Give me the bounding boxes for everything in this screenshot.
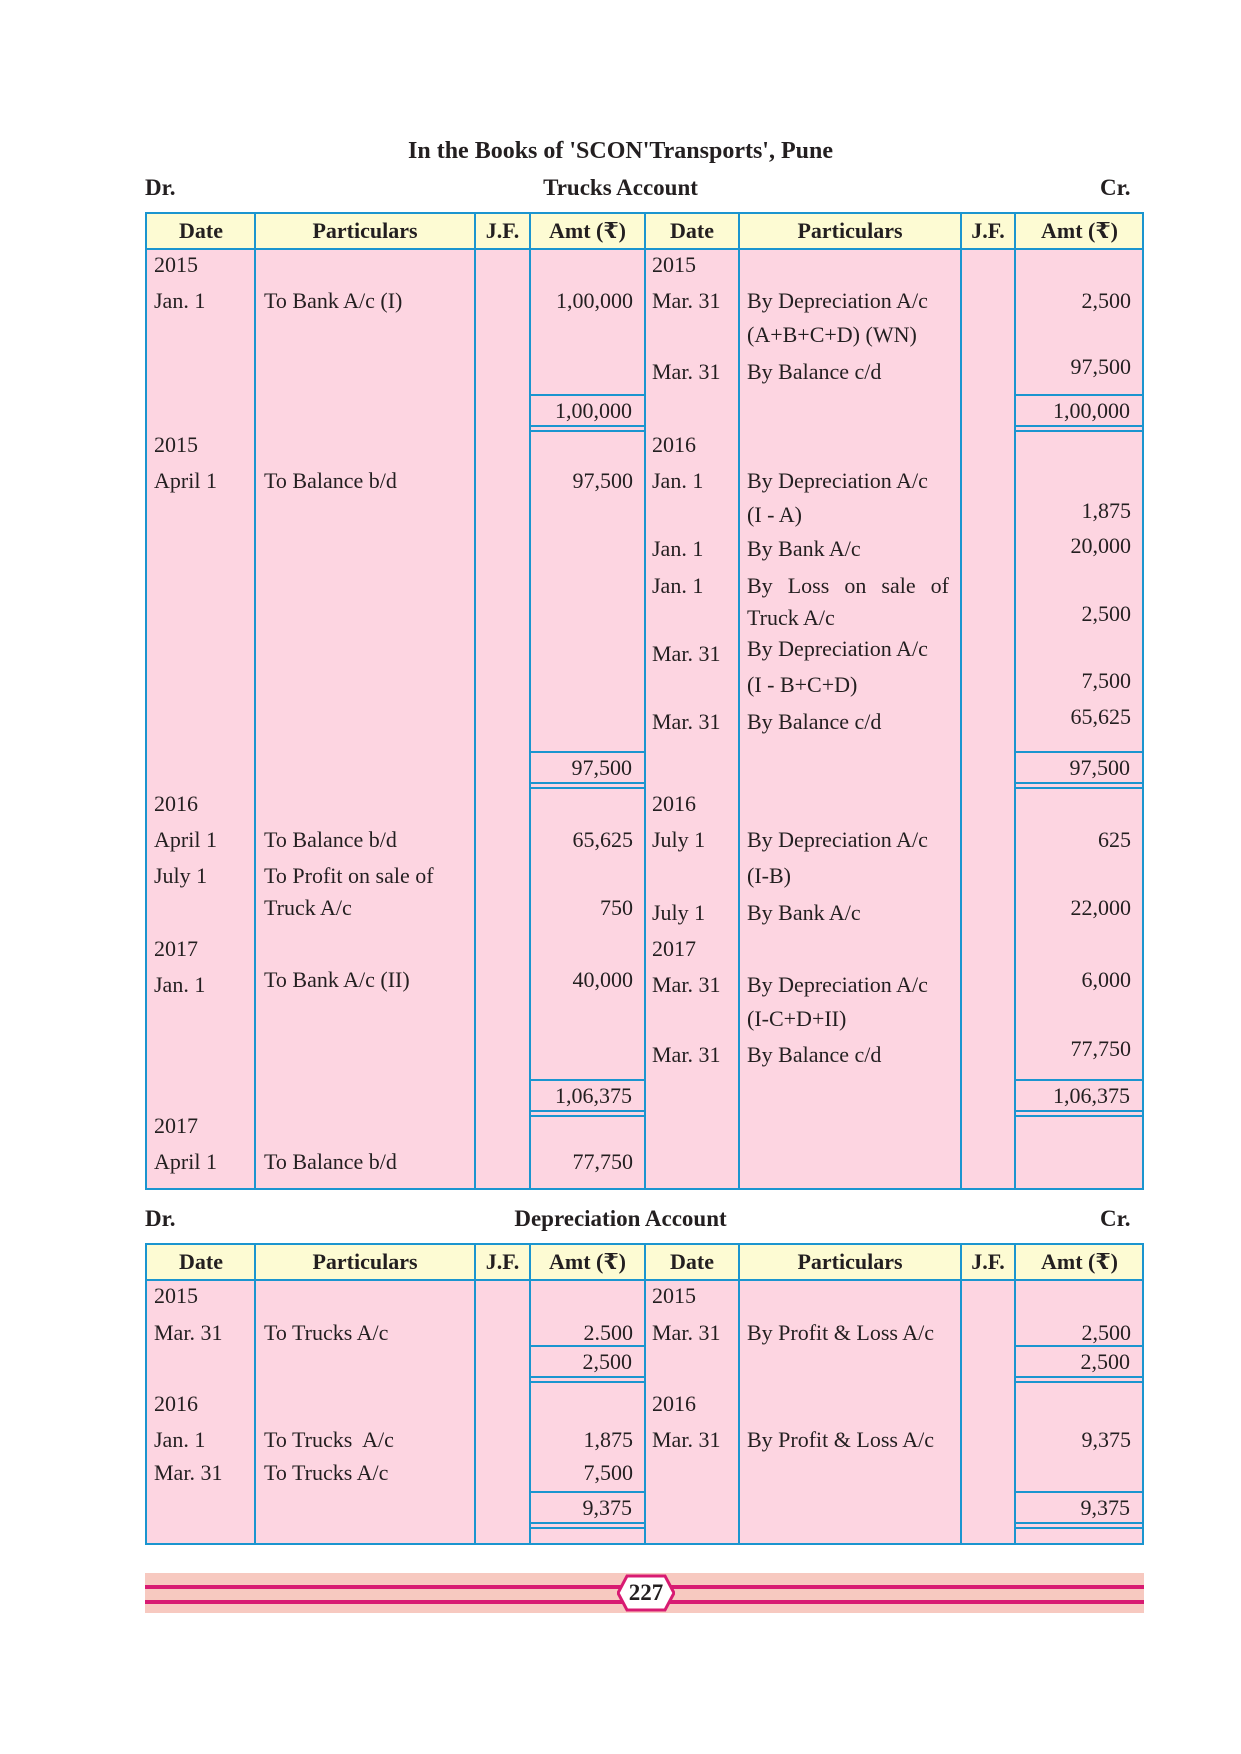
- total-amount: 1,06,375: [1053, 1083, 1130, 1108]
- total-box: [1015, 751, 1144, 784]
- date-cell: July 1: [154, 863, 208, 888]
- amount-cell: 2,500: [1081, 288, 1131, 313]
- total-box: [530, 1345, 644, 1378]
- date-cell: Mar. 31: [652, 972, 721, 997]
- trucks-account-table: [145, 212, 1144, 1190]
- column-rule: [254, 1245, 256, 1543]
- date-cell: 2015: [154, 252, 198, 277]
- date-cell: Jan. 1: [652, 468, 704, 493]
- amount-cell: 7,500: [583, 1460, 633, 1485]
- page-number: 227: [628, 1580, 664, 1605]
- date-cell: 2015: [154, 432, 198, 457]
- amount-cell: 65,625: [1070, 704, 1131, 729]
- amount-cell: 65,625: [572, 827, 633, 852]
- amount-cell: 22,000: [1070, 895, 1131, 920]
- header-particulars: Particulars: [312, 1249, 418, 1274]
- date-cell: 2016: [652, 432, 696, 457]
- date-cell: Mar. 31: [652, 1320, 721, 1345]
- particulars-cell: By Balance c/d: [747, 709, 882, 734]
- particulars-cell: By Bank A/c: [747, 900, 861, 925]
- particulars-word: By: [747, 573, 773, 598]
- particulars-cell: Truck A/c: [264, 895, 352, 920]
- column-rule: [960, 214, 962, 1188]
- particulars-cell: To Trucks A/c: [264, 1460, 389, 1485]
- total-box: [530, 394, 644, 427]
- header-jf: J.F.: [971, 218, 1005, 243]
- column-rule: [254, 214, 256, 1188]
- particulars-cell: To Bank A/c (I): [264, 288, 403, 313]
- date-cell: Jan. 1: [154, 1427, 206, 1452]
- particulars-cell: By Balance c/d: [747, 1042, 882, 1067]
- dr-label: Dr.: [145, 1206, 176, 1231]
- particulars-cell: By Profit & Loss A/c: [747, 1320, 935, 1345]
- column-rule: [738, 214, 740, 1188]
- column-rule: [529, 214, 531, 1188]
- total-amount: 9,375: [582, 1495, 632, 1520]
- date-cell: 2017: [154, 1113, 198, 1138]
- particulars-word: on: [844, 573, 867, 598]
- column-rule: [644, 214, 646, 1188]
- particulars-cell: To Balance b/d: [264, 1149, 397, 1174]
- amount-cell: 2,500: [1081, 1320, 1131, 1345]
- amount-cell: 9,375: [1081, 1427, 1131, 1452]
- particulars-cell: To Bank A/c (II): [264, 967, 410, 992]
- total-amount: 97,500: [571, 755, 632, 780]
- header-jf: J.F.: [485, 1249, 520, 1274]
- total-box: [1015, 1345, 1144, 1378]
- date-cell: Mar. 31: [652, 709, 721, 734]
- amount-cell: 97,500: [572, 468, 633, 493]
- particulars-cell: To Profit on sale of: [264, 863, 434, 888]
- date-cell: Mar. 31: [652, 1427, 721, 1452]
- date-cell: Mar. 31: [154, 1320, 223, 1345]
- header-particulars: Particulars: [797, 1249, 903, 1274]
- total-amount: 2,500: [1080, 1349, 1130, 1374]
- column-rule: [474, 1245, 476, 1543]
- date-cell: 2016: [652, 1391, 696, 1416]
- particulars-cell: [747, 571, 949, 601]
- amount-cell: 750: [600, 895, 633, 920]
- date-cell: July 1: [652, 900, 706, 925]
- date-cell: 2017: [652, 936, 696, 961]
- total-box: [1015, 1079, 1144, 1112]
- amount-cell: 1,875: [1081, 498, 1131, 523]
- particulars-cell: (I-C+D+II): [747, 1006, 847, 1031]
- column-rule: [738, 1245, 740, 1543]
- cr-label: Cr.: [1100, 175, 1131, 200]
- date-cell: July 1: [652, 827, 706, 852]
- particulars-word: Loss: [787, 573, 830, 598]
- cr-label: Cr.: [1100, 1206, 1131, 1231]
- particulars-cell: Truck A/c: [747, 605, 835, 630]
- particulars-cell: (I - A): [747, 502, 802, 527]
- amount-cell: 40,000: [572, 967, 633, 992]
- date-cell: April 1: [154, 827, 217, 852]
- trucks-account-title: Trucks Account: [543, 175, 698, 200]
- depreciation-account-table: [145, 1243, 1144, 1545]
- particulars-cell: By Depreciation A/c: [747, 636, 928, 661]
- particulars-cell: (I-B): [747, 863, 791, 888]
- total-box: [530, 1079, 644, 1112]
- particulars-cell: By Profit & Loss A/c: [747, 1427, 935, 1452]
- date-cell: Mar. 31: [652, 288, 721, 313]
- header-particulars: Particulars: [312, 218, 418, 243]
- date-cell: 2016: [652, 791, 696, 816]
- amount-cell: 97,500: [1070, 354, 1131, 379]
- book-title: In the Books of 'SCON'Transports', Pune: [408, 138, 833, 164]
- particulars-cell: (I - B+C+D): [747, 672, 858, 697]
- total-amount: 1,06,375: [555, 1083, 632, 1108]
- header-date: Date: [179, 218, 223, 243]
- amount-cell: 2.500: [583, 1320, 633, 1345]
- particulars-cell: By Bank A/c: [747, 536, 861, 561]
- amount-cell: 2,500: [1081, 601, 1131, 626]
- date-cell: 2015: [652, 1283, 696, 1308]
- date-cell: Mar. 31: [154, 1460, 223, 1485]
- total-amount: 9,375: [1080, 1495, 1130, 1520]
- header-date: Date: [179, 1249, 223, 1274]
- particulars-cell: To Balance b/d: [264, 468, 397, 493]
- date-cell: 2015: [652, 252, 696, 277]
- total-amount: 97,500: [1069, 755, 1130, 780]
- particulars-cell: To Balance b/d: [264, 827, 397, 852]
- header-jf: J.F.: [485, 218, 520, 243]
- amount-cell: 20,000: [1070, 533, 1131, 558]
- particulars-word: of: [930, 573, 949, 598]
- date-cell: April 1: [154, 1149, 217, 1174]
- amount-cell: 77,750: [572, 1149, 633, 1174]
- dr-label: Dr.: [145, 175, 176, 200]
- column-rule: [960, 1245, 962, 1543]
- particulars-cell: (A+B+C+D) (WN): [747, 322, 917, 347]
- depreciation-account-title: Depreciation Account: [514, 1206, 727, 1231]
- header-amount: Amt (₹): [1041, 218, 1118, 243]
- amount-cell: 1,00,000: [556, 288, 633, 313]
- total-box: [530, 1491, 644, 1524]
- particulars-cell: By Depreciation A/c: [747, 972, 928, 997]
- header-date: Date: [670, 218, 714, 243]
- particulars-cell: To Trucks A/c: [264, 1427, 394, 1452]
- total-box: [1015, 1491, 1144, 1524]
- header-amount: Amt (₹): [1041, 1249, 1118, 1274]
- particulars-cell: By Depreciation A/c: [747, 827, 928, 852]
- date-cell: Mar. 31: [652, 641, 721, 666]
- header-jf: J.F.: [971, 1249, 1005, 1274]
- header-date: Date: [670, 1249, 714, 1274]
- particulars-cell: To Trucks A/c: [264, 1320, 389, 1345]
- column-rule: [644, 1245, 646, 1543]
- amount-cell: 77,750: [1070, 1036, 1131, 1061]
- amount-cell: 1,875: [583, 1427, 633, 1452]
- date-cell: Jan. 1: [652, 536, 704, 561]
- header-particulars: Particulars: [797, 218, 903, 243]
- date-cell: 2015: [154, 1283, 198, 1308]
- date-cell: Jan. 1: [652, 573, 704, 598]
- particulars-cell: By Depreciation A/c: [747, 288, 928, 313]
- total-amount: 1,00,000: [555, 398, 632, 423]
- particulars-cell: By Depreciation A/c: [747, 468, 928, 493]
- particulars-word: sale: [881, 573, 916, 598]
- header-amount: Amt (₹): [549, 1249, 626, 1274]
- column-rule: [474, 214, 476, 1188]
- date-cell: Mar. 31: [652, 359, 721, 384]
- total-amount: 1,00,000: [1053, 398, 1130, 423]
- total-box: [530, 751, 644, 784]
- particulars-cell: By Balance c/d: [747, 359, 882, 384]
- amount-cell: 6,000: [1081, 967, 1131, 992]
- date-cell: 2017: [154, 936, 198, 961]
- date-cell: Jan. 1: [154, 972, 206, 997]
- total-amount: 2,500: [582, 1349, 632, 1374]
- amount-cell: 625: [1098, 827, 1131, 852]
- date-cell: Jan. 1: [154, 288, 206, 313]
- amount-cell: 7,500: [1081, 668, 1131, 693]
- date-cell: 2016: [154, 791, 198, 816]
- date-cell: April 1: [154, 468, 217, 493]
- date-cell: Mar. 31: [652, 1042, 721, 1067]
- date-cell: 2016: [154, 1391, 198, 1416]
- header-amount: Amt (₹): [549, 218, 626, 243]
- total-box: [1015, 394, 1144, 427]
